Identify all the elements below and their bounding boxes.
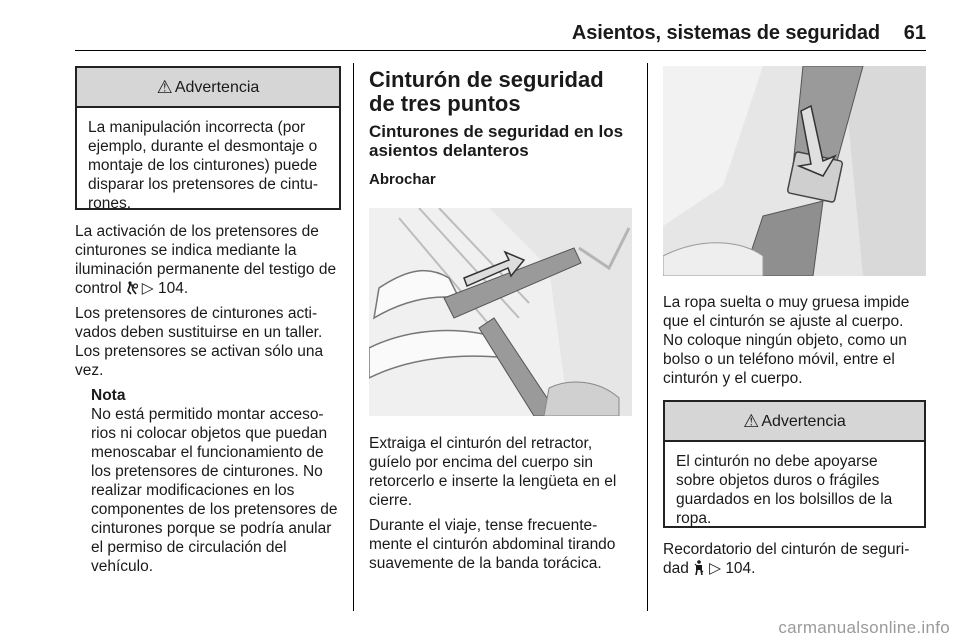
tension-instruction-paragraph: Durante el viaje, tense frecuente-mente el cinturón abdominal tirando suavemente de la banda torácica. bbox=[369, 517, 616, 572]
warning-triangle-icon: ⚠ bbox=[156, 76, 173, 97]
warning-text: La manipulación incorrecta (por ejemplo, durante el desmontaje o montaje de los cinturones) puede disparar los pretensores de cintu-rones. bbox=[88, 119, 319, 212]
column-rule-left bbox=[353, 63, 354, 611]
clothing-paragraph: La ropa suelta o muy gruesa impide que el cinturón se ajuste al cuerpo. No coloque ningún objeto, como un bolso o un teléfono móvil, entre el cinturón y el cuerpo. bbox=[663, 294, 910, 387]
page-ref-2: 104. bbox=[725, 560, 756, 577]
fasten-instruction-paragraph: Extraiga el cinturón del retractor, guíelo por encima del cuerpo sin retorcerlo e inserte la lengüeta en el cierre. bbox=[369, 435, 617, 509]
left-column bbox=[75, 66, 341, 576]
warning-text-2: El cinturón no debe apoyarse sobre objetos duros o frágiles guardados en los bolsillos de la ropa. bbox=[676, 453, 893, 527]
page-header-title: Asientos, sistemas de seguridad bbox=[571, 22, 880, 44]
section-title: Cinturón de seguridad de tres puntos bbox=[369, 67, 604, 116]
pretensioner-activation-paragraph: La activación de los pretensores de cinturones se indica mediante la iluminación permanente del testigo de control ▷ 104. bbox=[75, 223, 337, 297]
warning-header bbox=[77, 68, 339, 108]
warning-header-2 bbox=[665, 402, 924, 442]
page-ref: 104. bbox=[157, 280, 189, 297]
page-ref-arrow-icon: ▷ bbox=[709, 560, 721, 577]
warning-triangle-icon: ⚠ bbox=[743, 410, 760, 431]
page-ref-arrow-icon: ▷ bbox=[141, 280, 154, 297]
middle-column bbox=[369, 68, 633, 197]
airbag-indicator-icon bbox=[126, 280, 142, 296]
note-text: No está permitido montar acceso-rios ni colocar objetos que puedan menoscabar el funcionamiento de los pretensores de cinturones. No realizar modificaciones en los componentes de los pretensores de cinturones porque se podría anular el permiso de circulación del vehículo. bbox=[91, 406, 338, 575]
seatbelt-reminder-icon bbox=[693, 560, 709, 576]
middle-column-text bbox=[369, 434, 633, 579]
note-label: Nota bbox=[91, 387, 126, 404]
header-rule bbox=[75, 50, 926, 51]
seatbelt-pull-illustration bbox=[369, 208, 632, 416]
section-subtitle: Cinturones de seguridad en los asientos delanteros bbox=[369, 122, 624, 160]
warning-title: Advertencia bbox=[174, 78, 260, 96]
warning-box bbox=[75, 66, 341, 210]
subsection-heading: Abrochar bbox=[369, 171, 436, 188]
column-rule-right bbox=[647, 63, 648, 611]
seatbelt-buckle-illustration bbox=[663, 66, 926, 276]
pretensioner-replace-paragraph: Los pretensores de cinturones acti-vados deben sustituirse en un taller. Los pretensores se activan sólo una vez. bbox=[75, 305, 324, 379]
seatbelt-reminder-paragraph: Recordatorio del cinturón de seguri-dad ▷ 104. bbox=[663, 541, 910, 577]
warning-box-2 bbox=[663, 400, 926, 528]
watermark: carmanualsonline.info bbox=[778, 618, 950, 637]
page-number: 61 bbox=[903, 22, 926, 44]
note-block bbox=[75, 386, 341, 576]
warning-title-2: Advertencia bbox=[761, 412, 846, 430]
right-column bbox=[663, 293, 926, 584]
